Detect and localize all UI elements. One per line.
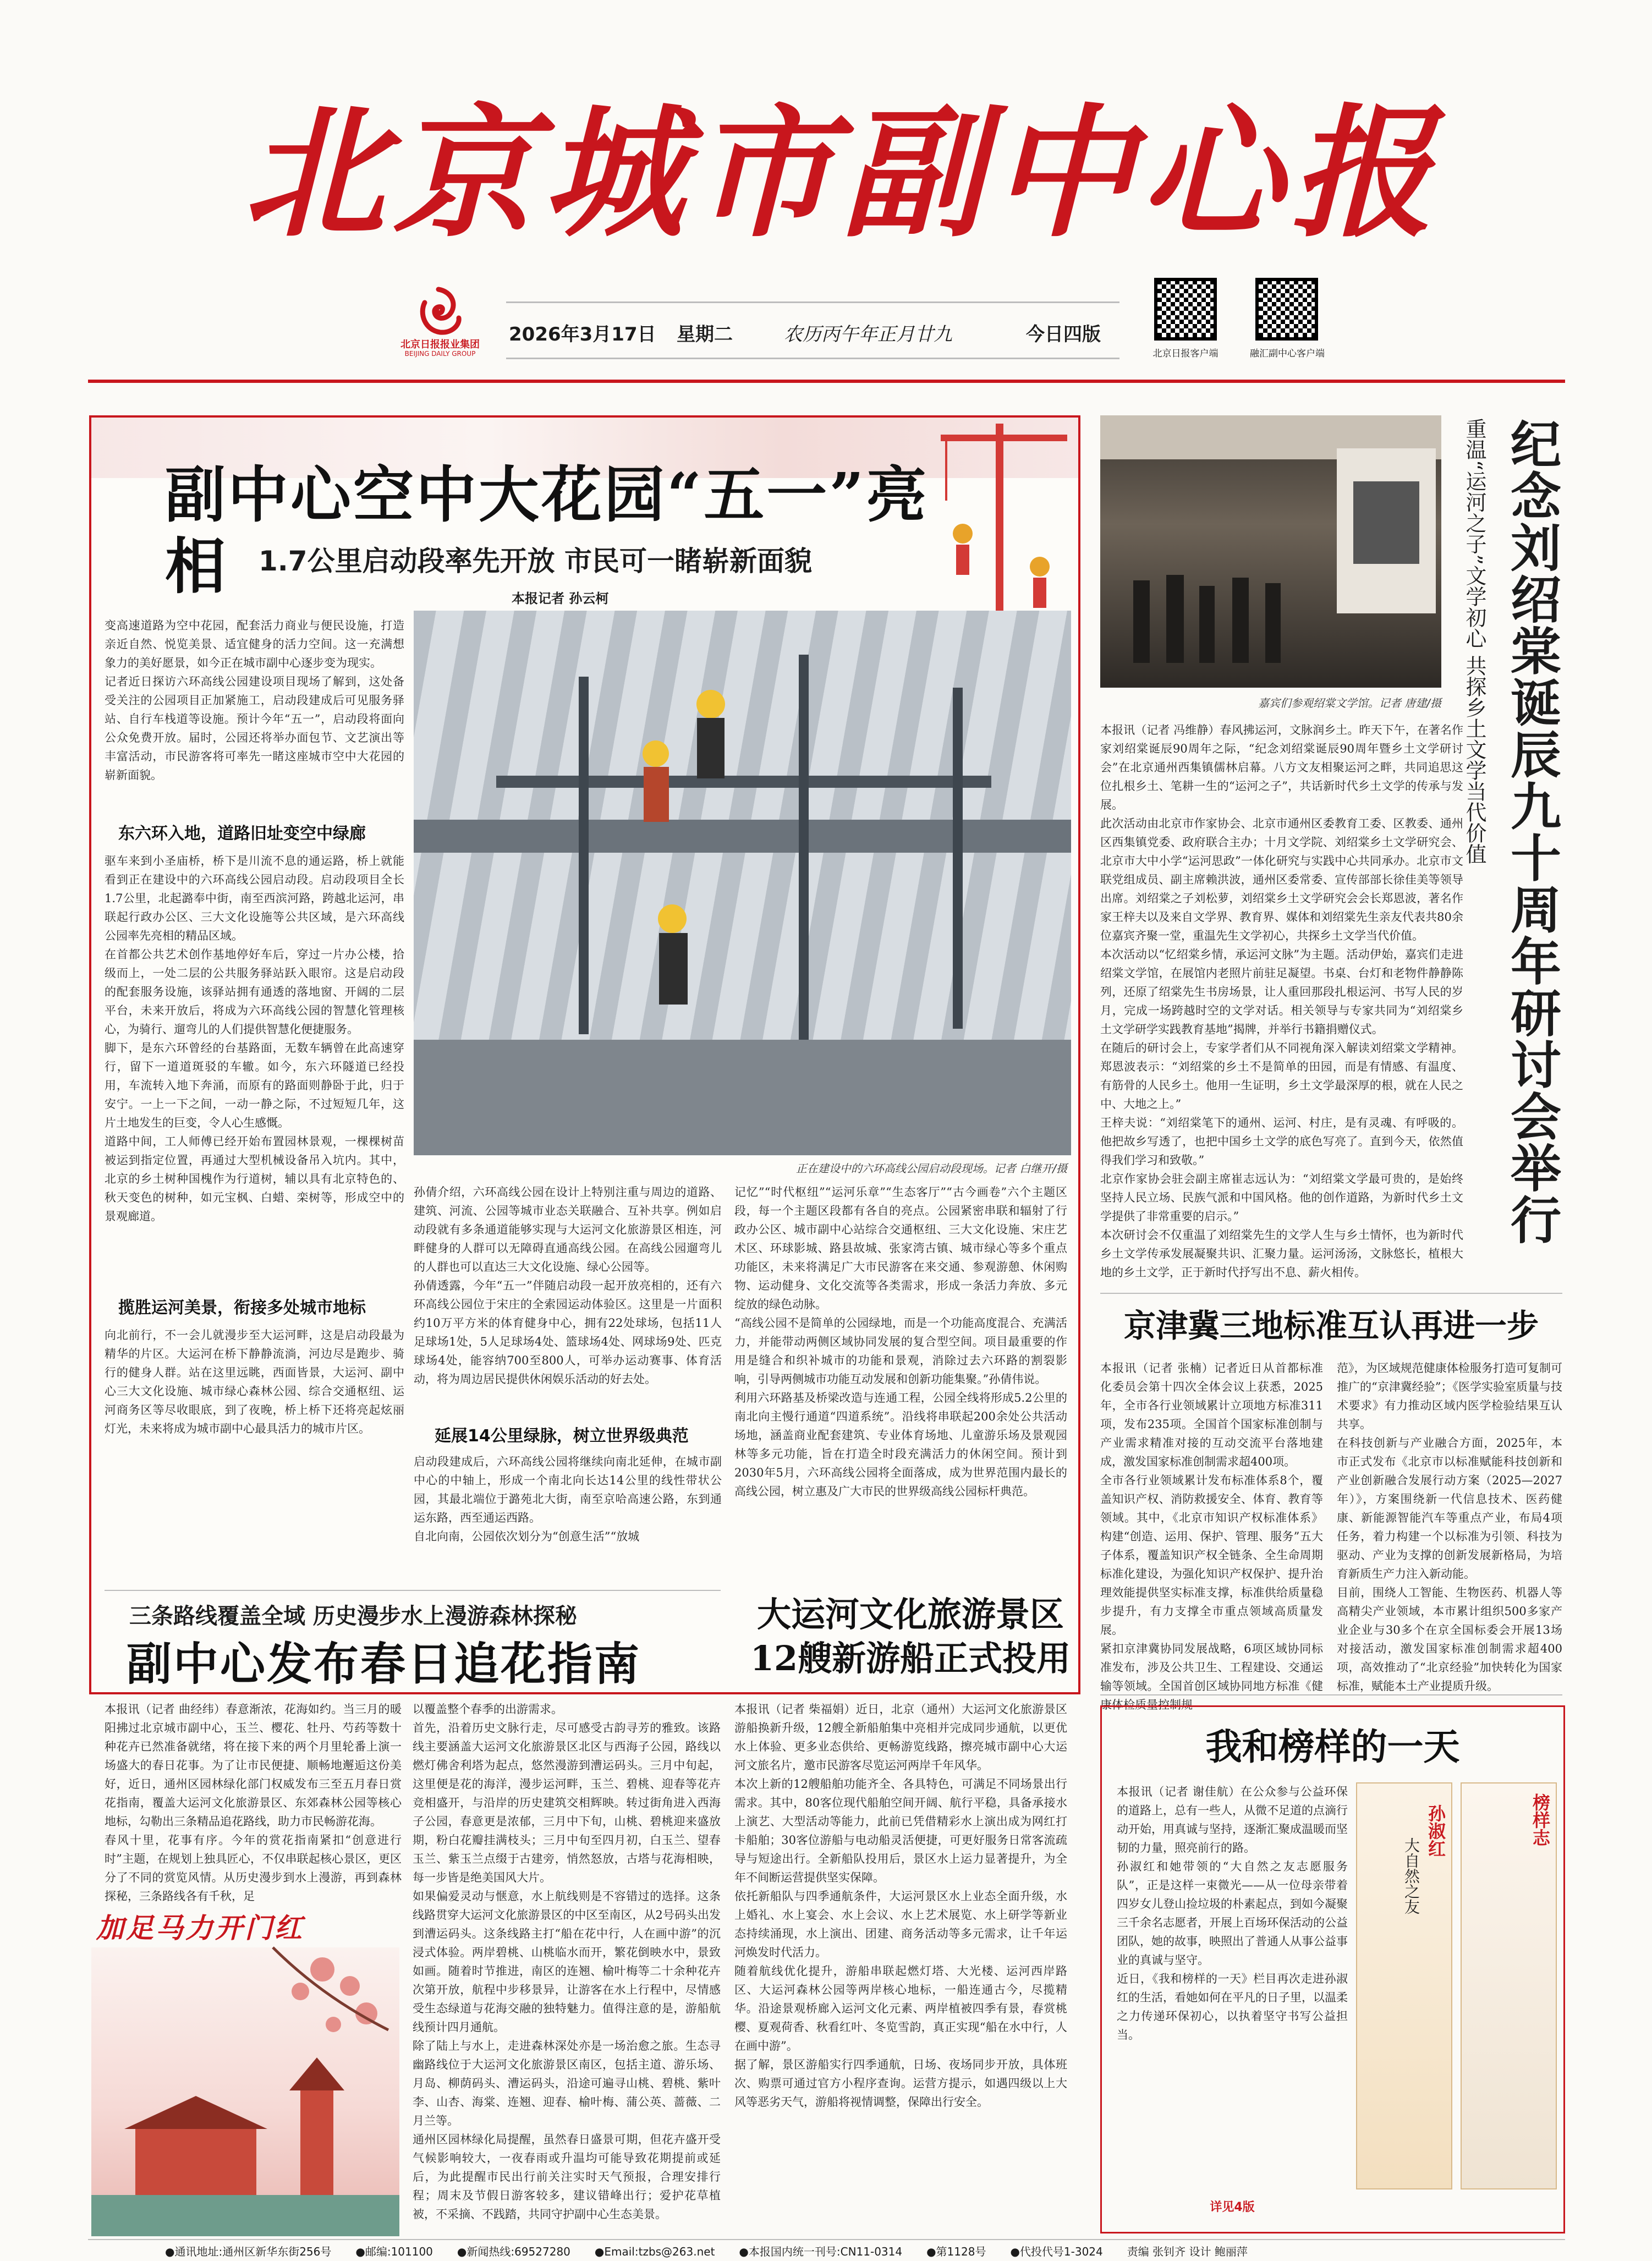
- footer-editor: 责编 张钊齐 设计 鲍丽萍: [1127, 2245, 1248, 2258]
- exhibition-hall-icon: [1100, 415, 1441, 688]
- flower-col1: 本报讯（记者 曲经纬）春意渐浓，花海如约。当三月的暖阳拂过北京城市副中心，玉兰、樱花、牡丹、芍药等数十种花卉已然准备就绪，将在接下来的两个月里轮番上演一场盛大的春日花事。为了让市民便捷、顺畅地邂逅这份美好，近日，通州区园林绿化部门权威发布三至五月春日赏花指南，覆盖大运河文化旅游景区、东郊森林公园等核心地标，勾勒出三条精品追花路线，助力市民畅游花海。 春风十里，花事有序。今年的赏花指南紧扣“创意进行时”主题，在规划上独具匠心，不仅串联起核心景区，更区分了不同的赏览风情。从历史漫步到水上漫游，再到森林探秘，三条路线各有千秋，足: [105, 1703, 402, 1903]
- lead-byline: 本报记者 孙云柯: [512, 591, 609, 606]
- bangyang-card-name: 孙淑红: [1425, 1804, 1446, 1857]
- bangyang-card-vertical: 榜样志: [1530, 1793, 1551, 1846]
- date-rule-top: [506, 301, 1119, 303]
- footer-cn: ●本报国内统一刊号:CN11-0314: [739, 2245, 903, 2258]
- masthead-rule: [88, 380, 1565, 383]
- qr-code-rhfzx[interactable]: [1255, 278, 1318, 341]
- lead-subhead-1: 东六环入地，道路旧址变空中绿廊: [118, 824, 366, 843]
- construction-scene-icon: [414, 611, 1071, 1155]
- footer-email: ●Email:tzbs@263.net: [594, 2245, 715, 2258]
- lead-title: 副中心空中大花园“五一”亮相: [165, 459, 929, 602]
- section-rule-bangyang: [1100, 1694, 1562, 1695]
- issue-lunar: 农历丙午年正月廿九: [784, 323, 952, 345]
- jjj-col1: 本报讯（记者 张楠）记者近日从首都标准化委员会第十四次全体会议上获悉，2025年，全市各行业领域累计立项地方标准311项，发布235项。全国首个国家标准创制与产业需求精准对接的互动交流平台落地建成，激发国家标准创制需求超400项。 全市各行业领域累计发布标准体系8个，覆盖知识产权、消防救援安全、体育、教育等领域。其中，《北京市知识产权标准体系》构建“创造、运用、保护、管理、服务”五大子体系，覆盖知识产权全链条、全生命周期标准化建设，为强化知识产权保护、提升治理效能提供坚实标准支撑，标准供给质量稳步提升，有力支撑全市重点领域高质量发展。 紧扣京津冀协同发展战略，6项区域协同标准发布，涉及公共卫生、工程建设、交通运输等领域。全国首创区域协同地方标准《健康体检质量控制规: [1100, 1362, 1323, 1711]
- qr-label-rhfzx: 融汇副中心客户端: [1250, 348, 1325, 359]
- lead-subhead-3: 延展14公里绿脉，树立世界级典范: [435, 1426, 689, 1446]
- footer-postcode: ●邮编:101100: [355, 2245, 433, 2258]
- liu-photo: [1100, 415, 1441, 688]
- footer-hotline: ●新闻热线:69527280: [457, 2245, 570, 2258]
- bangyang-more-link[interactable]: 详见4版: [1210, 2200, 1255, 2214]
- boats-title-2: 12艘新游船正式投用: [750, 1638, 1071, 1678]
- footer-rule: [88, 2239, 1565, 2240]
- lead-photo: [414, 611, 1071, 1155]
- jjj-title: 京津冀三地标准互认再进一步: [1123, 1307, 1539, 1344]
- issue-weekday: 星期二: [677, 323, 733, 345]
- issue-date: 2026年3月17日: [509, 323, 656, 345]
- lead-col1a: 驱车来到小圣庙桥，桥下是川流不息的通运路，桥上就能看到正在建设中的六环高线公园启动段。启动段项目全长1.7公里，北起潞奉中街，南至西滨河路，跨越北运河，串联起行政办公区、三大文化设施等公共区域，是六环高线公园率先亮相的精品区域。 在首都公共艺术创作基地停好车后，穿过一片办公楼，拾级而上，一处二层的公共服务驿站跃入眼帘。这是启动段的配套服务设施，该驿站拥有通透的落地窗、开阔的二层平台，未来开放后，将成为六环高线公园的智慧化管理核心，为骑行、遛弯儿的人们提供智慧化便捷服务。 脚下，是东六环曾经的台基路面，无数车辆曾在此高速穿行，留下一道道斑驳的车辙。如今，东六环隧道已经投用，车流转入地下奔涌，而原有的路面则静卧于此，归于安宁。一上一下之间，一动一静之际，不过短短几年，这片土地发生的巨变，令人心生感慨。 道路中间，工人师傅已经开始布置园林景观，一棵棵树苗被运到指定位置，再通过大型机械设备吊入坑内。其中，北京的乡土树种国槐作为行道树，辅以具有北京特色的、秋天变色的树种，如元宝枫、白蜡、栾树等，形成空中的景观廊道。: [105, 854, 404, 1223]
- issue-pages: 今日四版: [1026, 323, 1101, 345]
- logo-text-en: BEIJING DAILY GROUP: [404, 350, 476, 358]
- liu-title: 纪念刘绍棠诞辰九十周年研讨会举行: [1502, 418, 1562, 1245]
- footer: [165, 2243, 1568, 2260]
- boats-text: 本报讯（记者 柴福娟）近日，北京（通州）大运河文化旅游景区游船换新升级，12艘全新船舶集中亮相并完成同步通航，以更优水上体验、更多业态供给、更畅游览线路，擦亮城市副中心大运河文旅名片，邀市民游客尽览运河两岸千年风华。 本次上新的12艘船舶功能齐全、各具特色，可满足不同场景出行需求。其中，80客位现代船舶空间开阔、航行平稳，具备承接水上演艺、大型活动等能力，此前已凭借精彩水上演出成为网红打卡船舶；30客位游船与电动船灵活便捷，可更好服务日常客流疏导与短途出行。全新船队投用后，景区水上运力显著提升，为全年不间断运营提供坚实保障。 依托新船队与四季通航条件，大运河景区水上业态全面升级，水上婚礼、水上宴会、水上会议、水上艺术展览、水上研学等新业态持续涌现，水上演出、团建、商务活动等多元需求，让千年运河焕发时代活力。 随着航线优化提升，游船串联起燃灯塔、大光楼、运河西岸路区、大运河森林公园等两岸核心地标，一船连通古今，尽揽精华。沿途景观桥廊入运河文化元素、两岸植被四季有景，春赏桃樱、夏观荷香、秋看红叶、冬览雪韵，真正实现“船在水中行，人在画中游”。 据了解，景区游船实行四季通航，日场、夜场同步开放，具体班次、购票可通过官方小程序查询。运营方提示，如遇四级以上大风等恶劣天气，游船将视情调整，保障出行安全。: [734, 1703, 1067, 2109]
- bangyang-title: 我和榜样的一天: [1205, 1725, 1460, 1768]
- lead-subtitle: 1.7公里启动段率先开放 市民可一睹崭新面貌: [259, 545, 812, 577]
- lead-col1b: 向北前行，不一会儿就漫步至大运河畔，这是启动段最为精华的片区。大运河在桥下静静流淌，河边尽是跑步、骑行的健身人群。站在这里远眺，西面皆景，大运河、副中心三大文化设施、城市绿心森林公园、综合交通枢纽、运河商务区等尽收眼底，到了夜晚，桥上桥下还将亮起炫丽灯光，未来将成为城市副中心最具活力的城市片区。: [105, 1329, 404, 1435]
- lead-subhead-2: 揽胜运河美景，衔接多处城市地标: [118, 1298, 366, 1318]
- lead-col3: 记忆”“时代枢纽”“运河乐章”“生态客厅”“古今画卷”六个主题区段，每一个主题区段都有各自的亮点。公园紧密串联和辐射了行政办公区、城市副中心站综合交通枢纽、三大文化设施、宋庄艺术区、环球影城、路县故城、张家湾古镇、城市绿心等多个重点功能区，未来将满足广大市民游客在来交通、参观游憩、休闲购物、运动健身、文化交流等各类需求，形成一条活力奔放、多元绽放的绿色动脉。 “高线公园不是简单的公园绿地，而是一个功能高度混合、充满活力，并能带动两侧区域协同发展的复合型空间。项目最重要的作用是缝合和织补城市的功能和景观，消除过去六环路的割裂影响，引导两侧城市功能互动发展和创新功能集聚。”孙倩伟说。 利用六环路基及桥梁改造与连通工程，公园全线将形成5.2公里的南北向主慢行通道“四道系统”。沿线将串联起200余处公共活动场地，涵盖商业配套建筑、专业体育场地、儿童游乐场及景观园林等多元功能，旨在打造全时段充满活力的休闲空间。预计到2030年5月，六环高线公园将全面落成，成为世界范围内最长的高线公园，树立惠及广大市民的世界级高线公园标杆典范。: [734, 1186, 1067, 1498]
- masthead: [0, 0, 1652, 385]
- qr-code-bjd[interactable]: [1154, 278, 1217, 341]
- pagoda-blossom-icon: [91, 1947, 399, 2236]
- footer-code: ●代投代号1-3024: [1010, 2245, 1103, 2258]
- flower-illustration: [91, 1947, 399, 2236]
- footer-issue: ●第1128号: [926, 2245, 986, 2258]
- liu-text: 本报讯（记者 冯维静）春风拂运河，文脉润乡土。昨天下午，在著名作家刘绍棠诞辰90周年之际，“纪念刘绍棠诞辰90周年暨乡土文学研讨会”在北京通州西集镇儒林启幕。八方文友相聚运河之畔，共同追思这位扎根乡土、笔耕一生的“运河之子”，共话新时代乡土文学的传承与发展。 此次活动由北京市作家协会、北京市通州区委教育工委、区教委、通州区西集镇党委、政府联合主办；十月文学院、刘绍棠乡土文学研究会、北京市大中小学“运河思政”一体化研究与实践中心共同承办。北京市文联党组成员、副主席赖洪波，通州区委常委、宣传部部长徐佳美等领导出席。刘绍棠之子刘松萝，刘绍棠乡土文学研究会会长郑恩波，著名作家王梓夫以及来自文学界、教育界、媒体和刘绍棠先生亲友代表共80余位嘉宾齐聚一堂，重温先生文学初心，共探乡土文学当代价值。 本次活动以“忆绍棠乡情，承运河文脉”为主题。活动伊始，嘉宾们走进绍棠文学馆，在展馆内老照片前驻足凝望。书桌、台灯和老物件静静陈列，还原了绍棠先生书房场景，让人重回那段扎根运河、书写人民的岁月，完成一场跨越时空的文学对话。相关领导与专家共同为“刘绍棠乡土文学研学实践教育基地”揭牌，并举行书籍捐赠仪式。 在随后的研讨会上，专家学者们从不同视角深入解读刘绍棠文学精神。郑恩波表示：“刘绍棠的乡土不是简单的田园，而是有情感、有温度、有筋骨的人民乡土。他用一生证明，乡土文学最深厚的根，就在人民之中、大地之上。” 王梓夫说：“刘绍棠笔下的通州、运河、村庄，是有灵魂、有呼吸的。他把故乡写透了，也把中国乡土文学的底色写亮了。直到今天，依然值得我们学习和致敬。” 北京作家协会驻会副主席崔志远认为：“刘绍棠文学最可贵的，是始终坚持人民立场、民族气派和中国风格。他的创作道路，为新时代乡土文学提供了非常重要的启示。” 本次研讨会不仅重温了刘绍棠先生的文学人生与乡土情怀，也为新时代乡土文学传承发展凝聚共识、汇聚力量。运河汤汤，文脉悠长，植根大地的乡土文学，正于新时代抒写出不息、薪火相传。: [1100, 723, 1463, 1279]
- lead-col2: 孙倩介绍，六环高线公园在设计上特别注重与周边的道路、建筑、河流、公园等城市业态关联融合、互补共享。例如启动段就有多条通道能够实现与大运河文化旅游景区相连，河畔健身的人群可以无障碍直通高线公园。在高线公园遛弯儿的人群也可以直达三大文化设施、绿心公园等。 孙倩透露，今年“五一”伴随启动段一起开放亮相的，还有六环高线公园位于宋庄的全索园运动体验区。这里是一片面积约10万平方米的体育健身中心，拥有22处球场，包括11人足球场1处，5人足球场4处、篮球场4处、网球场9处、匹克球场4处，能容纳700至800人，可举办运动赛事、体育活动，将为周边居民提供休闲娱乐活动的好去处。: [414, 1186, 722, 1386]
- flower-col2: 以覆盖整个春季的出游需求。 首先，沿着历史文脉行走，尽可感受古韵寻芳的雅致。该路线主要涵盖大运河文化旅游景区北区与西海子公园，路线以燃灯佛舍利塔为起点，悠然漫游到漕运码头。三月中旬起，这里便是花的海洋，漫步运河畔，玉兰、碧桃、迎春等花卉竞相盛开，与沿岸的历史建筑交相辉映。转过街角进入西海子公园，春意更是浓郁，三月中下旬，山桃、碧桃迎来盛放期，粉白花瓣挂满枝头；三月中旬至四月初，白玉兰、望春玉兰、紫玉兰点缀于古建旁，悄然怒放，古塔与花海相映，每一步皆是绝美国风大片。 如果偏爱灵动与惬意，水上航线则是不容错过的选择。这条线路贯穿大运河文化旅游景区的中区至南区，从2号码头出发到漕运码头。这条线路主打“船在花中行，人在画中游”的沉浸式体验。两岸碧桃、山桃临水而开，繁花倒映水中，景致如画。随着时节推进，南区的连翘、榆叶梅等二十余种花卉次第开放，航程中步移景异，让游客在水上行程中，尽情感受生态绿道与花海交融的独特魅力。值得注意的是，游船航线预计四月通航。 除了陆上与水上，走进森林深处亦是一场治愈之旅。生态寻幽路线位于大运河文化旅游景区南区，包括主道、游乐场、月岛、柳荫码头、漕运码头，沿途可遍寻山桃、碧桃、紫叶李、山杏、海棠、连翘、迎春、榆叶梅、蒲公英、蔷薇、二月兰等。 通州区园林绿化局提醒，虽然春日盛景可期，但花卉盛开受气候影响较大，一夜春雨或升温均可能导致花期提前或延后，为此提醒市民出行前关注实时天气预报，合理安排行程；周末及节假日游客较多，建议错峰出行；爱护花草植被，不采摘、不践踏，共同守护副中心生态美景。: [413, 1703, 721, 2221]
- lead-photo-caption: 正在建设中的六环高线公园启动段现场。记者 白继开/摄: [795, 1162, 1067, 1175]
- bangyang-text: 本报讯（记者 谢佳航）在公众参与公益环保的道路上，总有一些人，从微不足道的点滴行动开始，用真诚与坚持，逐渐汇聚成温暖而坚韧的力量，照亮前行的路。 孙淑红和她带领的“大自然之友志愿服务队”，正是这样一束微光——从一位母亲带着四岁女儿登山捡垃圾的朴素起点，到如今凝聚三千余名志愿者，开展上百场环保活动的公益团队，她的故事，映照出了普通人从事公益事业的真诚与坚守。 近日，《我和榜样的一天》栏目再次走进孙淑红的生活，看她如何在平凡的日子里，以温柔之力传递环保初心，以执着坚守书写公益担当。: [1117, 1785, 1348, 2042]
- footer-address: ●通讯地址:通州区新华东街256号: [165, 2245, 332, 2258]
- lead-intro: 变高速道路为空中花园，配套活力商业与便民设施，打造亲近自然、悦览美景、适宜健身的活力空间。这一充满想象力的美好愿景，如今正在城市副中心逐步变为现实。 记者近日探访六环高线公园建设项目现场了解到，这处备受关注的公园项目正加紧施工，启动段建成后可见服务驿站、自行车栈道等设施。预计今年“五一”，启动段将面向公众免费开放。届时，公园还将举办面包节、文艺演出等丰富活动，市民游客将可率先一睹这座城市空中大花园的崭新面貌。: [105, 619, 404, 782]
- liu-kicker: 重温“运河之子”文学初心 共探乡土文学当代价值: [1462, 418, 1486, 864]
- date-rule-bottom: [506, 358, 1119, 359]
- section-rule-jjj: [1100, 1293, 1562, 1294]
- flower-badge: 加足马力开门红: [96, 1912, 304, 1944]
- lead-col2b: 启动段建成后，六环高线公园将继续向南北延伸，在城市副中心的中轴上，形成一个南北向长达14公里的线性带状公园，其最北端位于潞苑北大街，南至京哈高速公路，东到通运东路，西至通运西路。 自北向南，公园依次划分为“创意生活”“放城: [414, 1455, 722, 1543]
- section-rule-flower: [105, 1590, 721, 1591]
- flower-kicker: 三条路线覆盖全域 历史漫步水上漫游森林探秘: [129, 1604, 577, 1629]
- logo-text: 北京日报报业集团: [400, 339, 480, 350]
- qr-label-bjd: 北京日报客户端: [1152, 348, 1219, 359]
- flower-title: 副中心发布春日追花指南: [127, 1638, 641, 1691]
- bjd-logo-icon: [414, 286, 463, 336]
- jjj-col2: 范》，为区域规范健康体检服务打造可复制可推广的“京津冀经验”；《医学实验室质量与技术要求》有力推动区域内医学检验结果互认共享。 在科技创新与产业融合方面，2025年，本市正式发布《北京市以标准赋能科技创新和产业创新融合发展行动方案（2025—2027年）》，方案围绕新一代信息技术、医药健康、新能源智能汽车等重点产业，布局4项任务，着力构建一个以标准为引领、科技为驱动、产业为支撑的创新发展新格局，为培育新质生产力注入新动能。 目前，围绕人工智能、生物医药、机器人等高精尖产业领域，本市累计组织500多家产业企业与30多个在京全国标委会开展13场对接活动，激发国家标准创制需求超400项，高效推动了“北京经验”加快转化为国家标准，赋能本土产业提质升级。: [1337, 1362, 1562, 1693]
- liu-photo-caption: 嘉宾们参观绍棠文学馆。记者 唐建/摄: [1258, 696, 1441, 710]
- masthead-title: 北京城市副中心报: [243, 90, 1440, 256]
- boats-title-1: 大运河文化旅游景区: [756, 1594, 1064, 1634]
- bangyang-card-slogan: 大自然之友: [1402, 1837, 1420, 1914]
